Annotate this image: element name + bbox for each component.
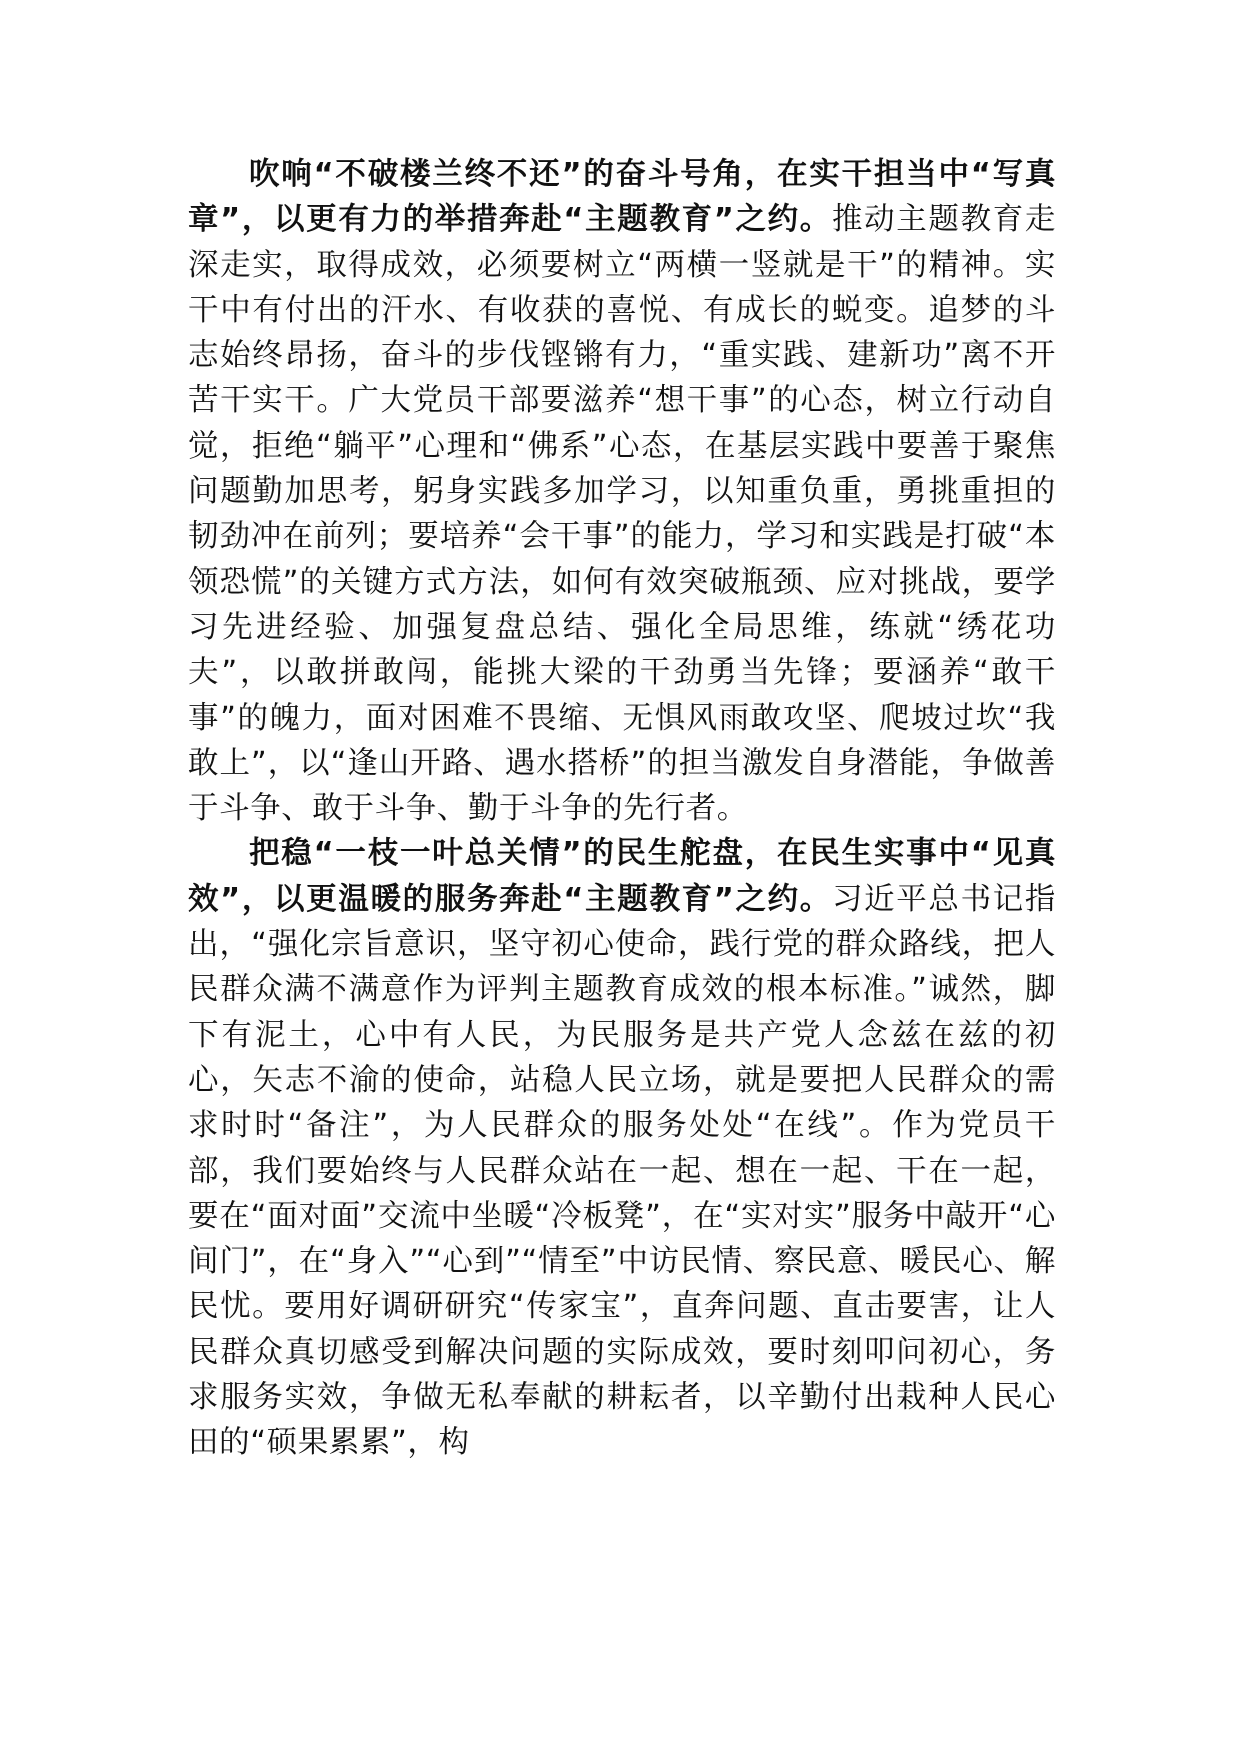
paragraph-2 (188, 831, 1056, 1465)
paragraph-1 (188, 152, 1056, 831)
paragraph-1-lead: 吹响“不破楼兰终不还”的奋斗号角，在实干担当中“写真章”，以更有力的举措奔赴“主题教育”之约。 (188, 157, 1056, 238)
paragraph-2-body: 习近平总书记指出，“强化宗旨意识，坚守初心使命，践行党的群众路线，把人民群众满不满意作为评判主题教育成效的根本标准。”诚然，脚下有泥土，心中有人民，为民服务是共产党人念兹在兹的初心，矢志不渝的使命，站稳人民立场，就是要把人民群众的需求时时“备注”，为人民群众的服务处处“在线”。作为党员干部，我们要始终与人民群众站在一起、想在一起、干在一起，要在“面对面”交流中坐暖“冷板凳”，在“实对实”服务中敲开“心间门”，在“身入”“心到”“情至”中访民情、察民意、暖民心、解民忧。要用好调研研究“传家宝”，直奔问题、直击要害，让人民群众真切感受到解决问题的实际成效，要时刻叩问初心，务求服务实效，争做无私奉献的耕耘者，以辛勤付出栽种人民心田的“硕果累累”，构 (188, 881, 1056, 1461)
paragraph-2-lead: 把稳“一枝一叶总关情”的民生舵盘，在民生实事中“见真效”，以更温暖的服务奔赴“主题教育”之约。 (188, 836, 1056, 917)
paragraph-1-body: 推动主题教育走深走实，取得成效，必须要树立“两横一竖就是干”的精神。实干中有付出的汗水、有收获的喜悦、有成长的蜕变。追梦的斗志始终昂扬，奋斗的步伐铿锵有力，“重实践、建新功”离不开苦干实干。广大党员干部要滋养“想干事”的心态，树立行动自觉，拒绝“躺平”心理和“佛系”心态，在基层实践中要善于聚焦问题勤加思考，躬身实践多加学习，以知重负重，勇挑重担的韧劲冲在前列；要培养“会干事”的能力，学习和实践是打破“本领恐慌”的关键方式方法，如何有效突破瓶颈、应对挑战，要学习先进经验、加强复盘总结、强化全局思维，练就“绣花功夫”，以敢拼敢闯，能挑大梁的干劲勇当先锋；要涵养“敢干事”的魄力，面对困难不畏缩、无惧风雨敢攻坚、爬坡过坎“我敢上”，以“逢山开路、遇水搭桥”的担当激发自身潜能，争做善于斗争、敢于斗争、勤于斗争的先行者。 (188, 202, 1056, 827)
document-body (188, 152, 1056, 1466)
